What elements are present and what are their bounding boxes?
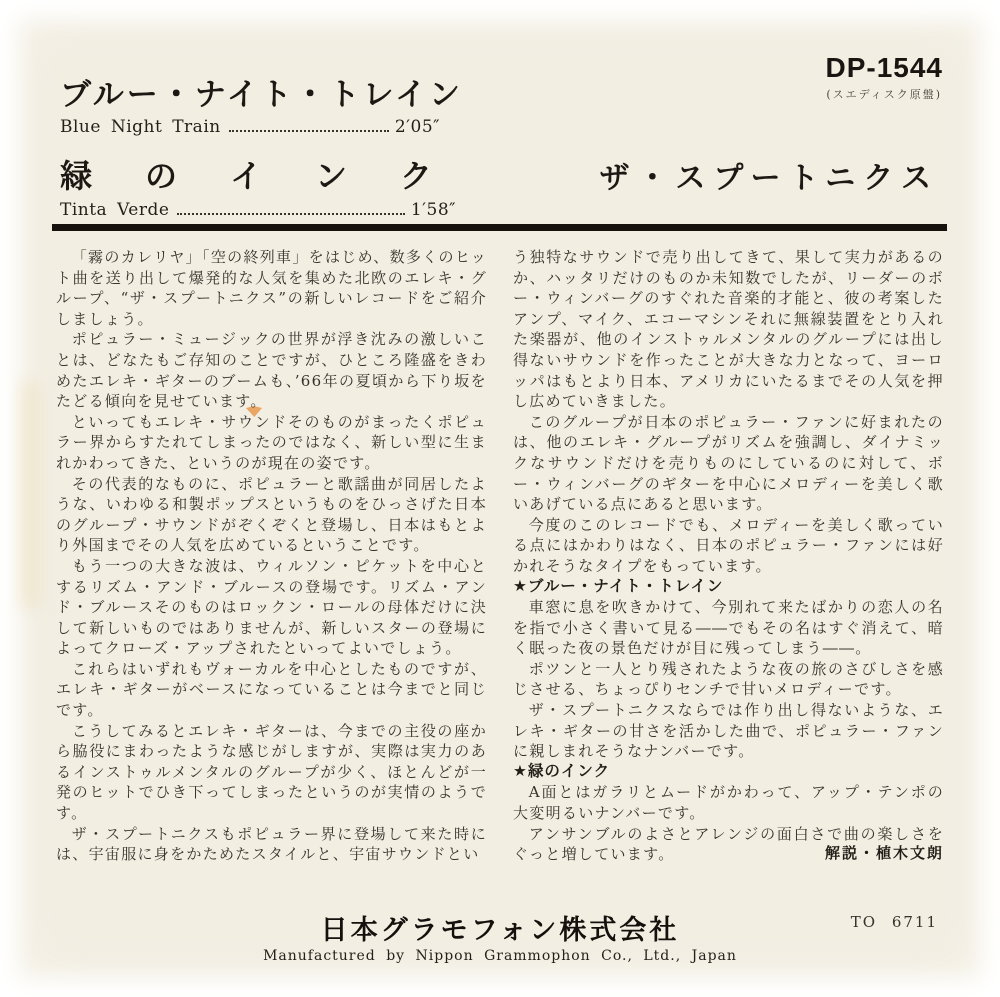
liner-paragraph: もう一つの大きな波は、ウィルソン・ピケットを中心とするリズム・アンド・ブルースの登場です。リズム・アンド・ブルースそのものはロックン・ロールの母体だけに決して新しいものではありませんが、新しいスターの登場によってクローズ・アップされたといってよいでしょう。 [56,556,487,658]
liner-paragraph: その代表的なものに、ポピュラーと歌謡曲が同居したような、いわゆる和製ポップスというものをひっさげた日本のグループ・サウンドがぞくぞくと登場し、日本はもとより外国までその人気を広めているということです。 [56,474,487,555]
track2-duration: 1′58″ [410,199,456,220]
track2-title-en: Tinta Verde [60,199,170,220]
liner-notes-right-column [513,247,944,865]
catalog-note: (スエディスク原盤) [826,88,943,101]
liner-paragraph: こうしてみるとエレキ・ギターは、今までの主役の座から脇役にまわったような感じがしますが、実際は実力のあるインストゥルメンタルのグループが少く、ほとんどが一発のヒットでひき下ってしまったというのが実情のようです。 [56,721,487,823]
track2-en-line [60,200,456,220]
track1-duration: 2′05″ [394,116,440,137]
track2-title-jp: 緑 の イ ン ク [60,156,432,195]
artist-name: ザ・スプートニクス [599,161,939,196]
liner-paragraph: 今度のこのレコードでも、メロディーを美しく歌っている点にはかわりはなく、日本のポピュラー・ファンには好かれそうなタイプをもっています。 [513,515,944,575]
track1-title-en: Blue Night Train [60,116,221,137]
tracklist [60,78,463,220]
liner-paragraph: ポピュラー・ミュージックの世界が浮き沈みの激しいことは、どなたもご存知のことですが、ひところ隆盛をきわめたエレキ・ギターのブームも、’66年の夏頃から下り坂をたどる傾向を見せています。 [56,330,487,411]
liner-paragraph: 車窓に息を吹きかけて、今別れて来たばかりの恋人の名を指で小さく書いて見る――でもその名はすぐ消えて、暗く眠った夜の景色だけが目に残ってしまう――。 [513,598,944,658]
liner-notes-credit: 解説・植木文朗 [824,845,944,863]
header-divider-rule [52,224,947,231]
company-name-en: Manufactured by Nippon Grammophon Co., Ltd., Japan [263,948,737,964]
liner-paragraph: 「霧のカレリヤ」「空の終列車」をはじめ、数多くのヒット曲を送り出して爆発的な人気を集めた北欧のエレキ・グループ、“ザ・スプートニクス”の新しいレコードをご紹介しましょう。 [56,248,487,328]
liner-paragraph: といってもエレキ・サウンドそのものがまったくポピュラー界からすたれてしまったのではなく、新しい型に生まれかわってきた、というのが現在の姿です。 [56,412,487,472]
liner-paragraph [513,824,944,865]
track1-note-heading: ★ブルー・ナイト・トレイン [513,577,724,595]
liner-notes [56,247,944,865]
track1-title-jp: ブルー・ナイト・トレイン [60,77,464,113]
leader-dots [229,130,389,132]
leader-dots [177,213,404,215]
liner-paragraph: これらはいずれもヴォーカルを中心としたものですが、エレキ・ギターがベースになっていることは今までと同じです。 [56,659,487,720]
catalog-number: DP-1544 [825,52,943,83]
liner-paragraph: このグループが日本のポピュラー・ファンに好まれたのは、他のエレキ・グループがリズムを強調し、ダイナミックなサウンドだけを売りものにしているのに対して、ボー・ウィンバーグのギターを中心にメロディーを美しく歌いあげている点にあると思います。 [513,412,944,514]
track1-en-line [60,117,440,137]
liner-paragraph: A面とはガラリとムードがかわって、アップ・テンポの大変明るいナンバーです。 [513,783,944,823]
liner-paragraph: ポツンと一人とり残されたような夜の旅のさびしさを感じさせる、ちょっぴりセンチで甘いメロディーです。 [513,659,944,699]
liner-notes-left-column [56,247,487,865]
company-name-jp: 日本グラモフォン株式会社 [320,915,680,945]
press-code: TO 6711 [850,913,938,931]
track2-note-heading: ★緑のインク [513,762,611,780]
liner-paragraph: ザ・スプートニクスもポピュラー界に登場して来た時には、宇宙服に身をかためたスタイルと、宇宙サウンドとい [56,824,487,864]
header [60,52,945,220]
catalog-block [825,52,943,102]
liner-paragraph: う独特なサウンドで売り出してきて、果して実力があるのか、ハッタリだけのものか未知数でしたが、リーダーのボー・ウィンバーグのすぐれた音楽的才能と、彼の考案したアンプ、マイク、エコーマシンそれに無線装置をとり入れた楽器が、他のインストゥルメンタルのグループには出し得ないサウンドを作ったことが大きな力となって、ヨーロッパはもとより日本、アメリカにいたるまでその人気を押し広めていきました。 [513,248,944,411]
liner-paragraph: ザ・スプートニクスならでは作り出し得ないような、エレキ・ギターの甘さを活かした曲で、ポピュラー・ファンに親しまれそうなナンバーです。 [513,701,944,761]
liner-paragraph-text: アンサンブルのよさとアレンジの面白さで曲の楽しさをぐっと増しています。 [513,824,944,864]
